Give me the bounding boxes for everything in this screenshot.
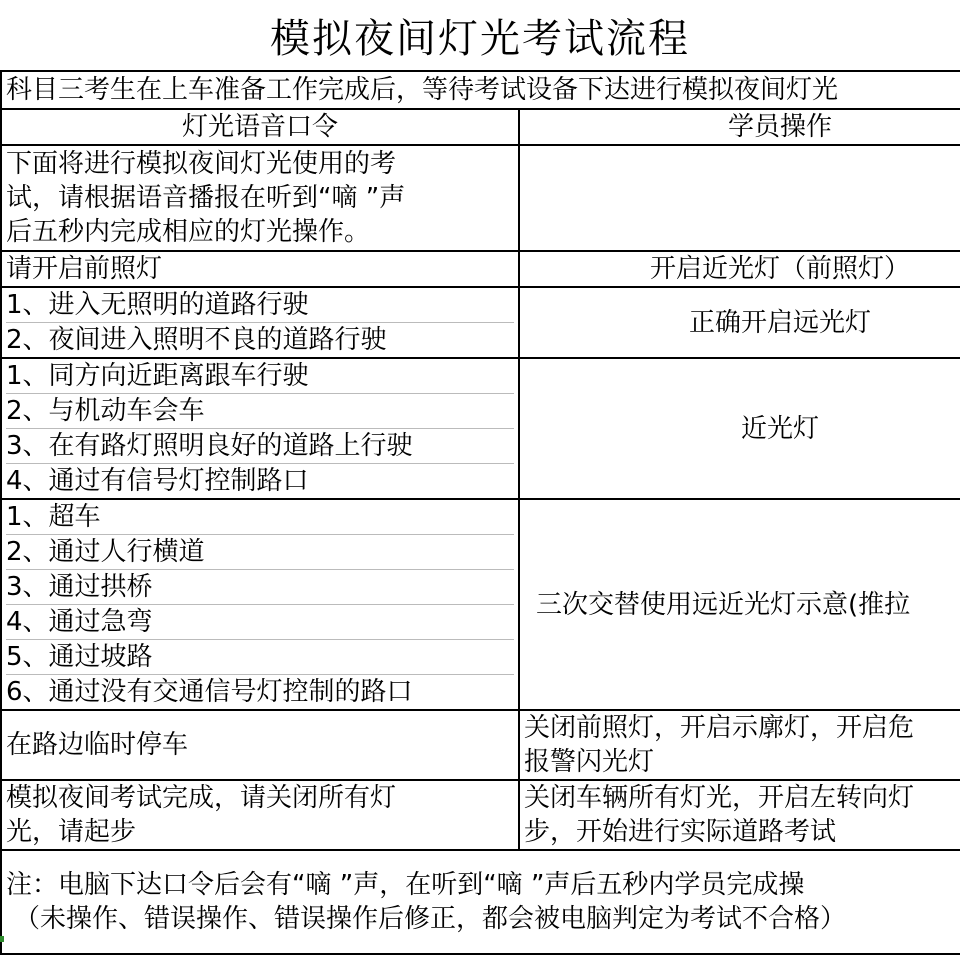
note-cell [1, 850, 960, 954]
command-line: 下面将进行模拟夜间灯光使用的考 [6, 149, 397, 179]
table-row [1, 287, 960, 358]
intro-text: 科目三考生在上车准备工作完成后，等待考试设备下达进行模拟夜间灯光 [1, 71, 960, 109]
action-line: 关闭车辆所有灯光，开启左转向灯 [524, 783, 915, 813]
table-row [1, 499, 960, 710]
condition-item: 1、进入无照明的道路行驶 [6, 288, 514, 323]
table-row [1, 358, 960, 499]
page-title: 模拟夜间灯光考试流程 [270, 15, 690, 62]
condition-item: 4、通过急弯 [6, 605, 514, 640]
action-cell: 近光灯 [519, 358, 960, 499]
condition-item: 3、通过拱桥 [6, 570, 514, 605]
action-cell: 三次交替使用远近光灯示意(推拉 [519, 499, 960, 710]
procedure-table [0, 70, 960, 955]
condition-item: 4、通过有信号灯控制路口 [6, 466, 309, 496]
action-line: 关闭前照灯，开启示廓灯，开启危 [524, 713, 915, 743]
action-line: 报警闪光灯 [524, 747, 655, 777]
command-line: 光，请起步 [6, 817, 137, 847]
action-cell: 开启近光灯（前照灯） [519, 251, 960, 287]
condition-item: 2、通过人行横道 [6, 535, 514, 570]
action-cell [519, 780, 960, 850]
condition-item: 1、超车 [6, 500, 514, 535]
action-cell [519, 710, 960, 780]
command-cell [1, 358, 519, 499]
condition-item: 1、同方向近距离跟车行驶 [6, 359, 514, 394]
command-line: 模拟夜间考试完成，请关闭所有灯 [6, 783, 397, 813]
action-cell: 正确开启远光灯 [519, 287, 960, 358]
column-header-action: 学员操作 [519, 109, 960, 145]
command-cell [1, 145, 519, 251]
note-line: 注：电脑下达口令后会有“嘀 ”声，在听到“嘀 ”声后五秒内学员完成操 [6, 870, 805, 900]
header-row [1, 109, 960, 145]
condition-item: 3、在有路灯照明良好的道路上行驶 [6, 429, 514, 464]
note-line: （未操作、错误操作、错误操作后修正，都会被电脑判定为考试不合格） [14, 904, 847, 934]
condition-item: 2、与机动车会车 [6, 394, 514, 429]
cell-corner-marker [0, 936, 4, 942]
table-row [1, 780, 960, 850]
command-line: 试，请根据语音播报在听到“嘀 ”声 [6, 183, 406, 213]
condition-item: 6、通过没有交通信号灯控制的路口 [6, 677, 413, 707]
command-cell: 请开启前照灯 [1, 251, 519, 287]
action-line: 步，开始进行实际道路考试 [524, 817, 837, 847]
table-row [1, 710, 960, 780]
column-header-command: 灯光语音口令 [1, 109, 519, 145]
note-row [1, 850, 960, 954]
intro-row [1, 71, 960, 109]
command-cell [1, 780, 519, 850]
command-line: 后五秒内完成相应的灯光操作。 [6, 217, 371, 247]
condition-item: 5、通过坡路 [6, 640, 514, 675]
table-row [1, 251, 960, 287]
command-cell [1, 499, 519, 710]
action-cell [519, 145, 960, 251]
table-row [1, 145, 960, 251]
command-cell [1, 287, 519, 358]
command-cell: 在路边临时停车 [1, 710, 519, 780]
condition-item: 2、夜间进入照明不良的道路行驶 [6, 325, 387, 355]
